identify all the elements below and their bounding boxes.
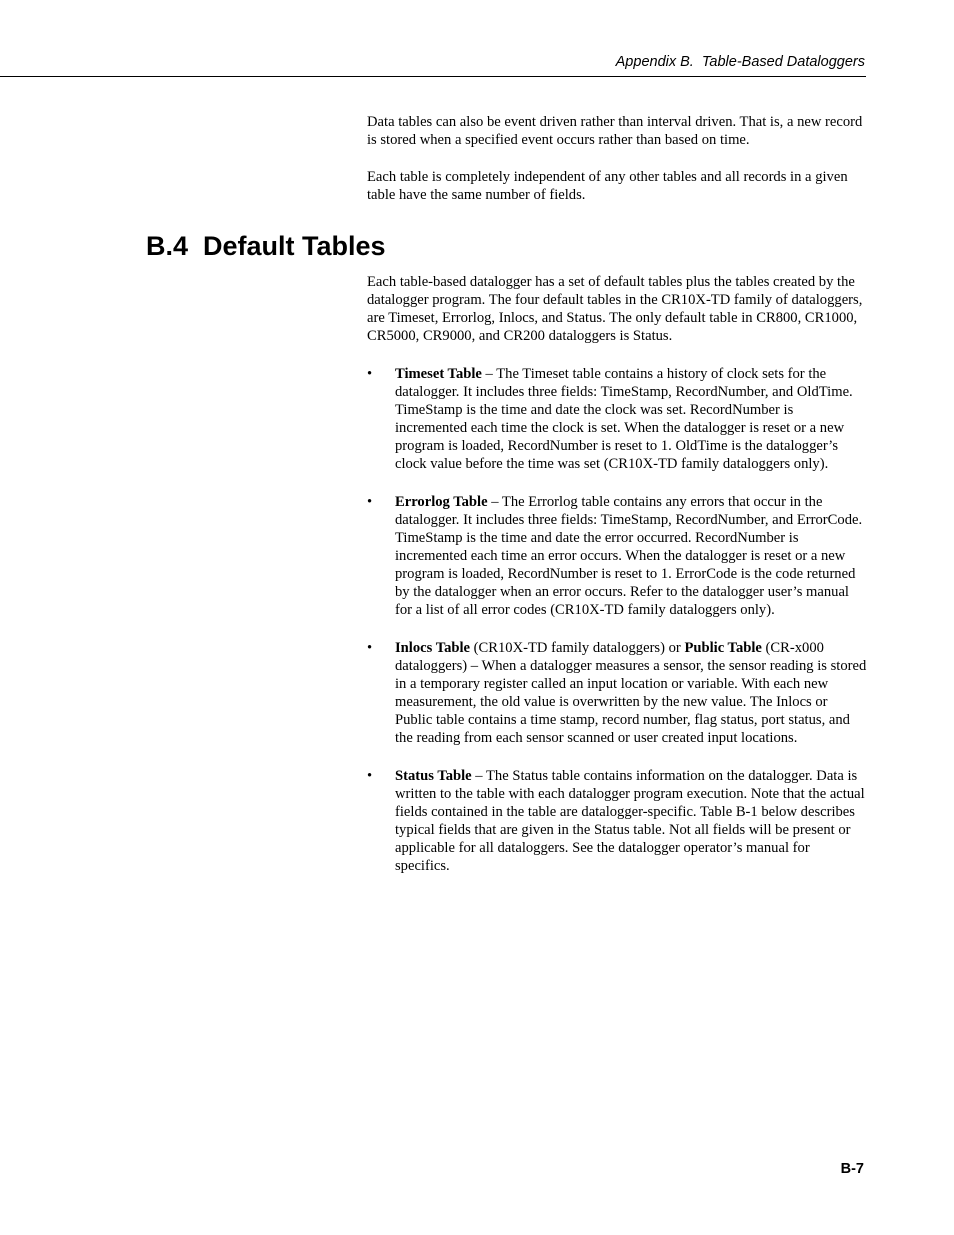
description-inlocs-public-table: (CR-x000 dataloggers) – When a datalogger measures a sensor, the sensor reading is stored in a temporary register called an input location or variable. With each new measurement, the old value is overwritten by the new value. The Inlocs or Public table contains a time stamp, record number, flag status, port status, and the reading from each sensor scanned or user created input locations. bbox=[395, 640, 867, 746]
header-rule bbox=[0, 76, 866, 77]
term-errorlog-table: Errorlog Table bbox=[395, 494, 488, 510]
bullet-icon: • bbox=[367, 640, 373, 656]
description-status-table: – The Status table contains information on the datalogger. Data is written to the table with each datalogger program execution. Note that the actual fields contained in the table are datalogger-specific. Table B-1 below describes typical fields that are given in the Status table. Not all fields will be present or applicable for all dataloggers. See the datalogger operator’s manual for specifics. bbox=[395, 768, 865, 874]
term-status-table: Status Table bbox=[395, 768, 472, 784]
description-errorlog-table: – The Errorlog table contains any errors that occur in the datalogger. It includes three fields: TimeStamp, RecordNumber, and ErrorCode. TimeStamp is the time and date the error occurred. RecordNumber is incremented each time an error occurs. When the datalogger is reset or a new program is loaded, RecordNumber is reset to 1. ErrorCode is the code returned by the datalogger when an error occurs. Refer to the datalogger user’s manual for a list of all error codes (CR10X-TD family dataloggers only). bbox=[395, 494, 863, 618]
list-item-inlocs bbox=[367, 639, 867, 747]
intro-paragraph-independent-tables: Each table is completely independent of any other tables and all records in a given table have the same number of fields. bbox=[367, 169, 848, 203]
running-header: Appendix B. Table-Based Dataloggers bbox=[615, 54, 865, 70]
description-timeset-table: – The Timeset table contains a history of clock sets for the datalogger. It includes three fields: TimeStamp, RecordNumber, and OldTime. TimeStamp is the time and date the clock was set. RecordNumber is incremented each time the clock is set. When the datalogger is reset or a new program is loaded, RecordNumber is reset to 1. OldTime is the datalogger’s clock value before the time was set (CR10X-TD family dataloggers only). bbox=[395, 366, 853, 472]
term-public-table: Public Table bbox=[684, 640, 762, 656]
section-paragraph: Each table-based datalogger has a set of default tables plus the tables created by the datalogger program. The four default tables in the CR10X-TD family of dataloggers, are Timeset, Errorlog, Inlocs, and Status. The only default table in CR800, CR1000, CR5000, CR9000, and CR200 dataloggers is Status. bbox=[367, 274, 863, 344]
list-item-status bbox=[367, 767, 867, 875]
page-number: B-7 bbox=[840, 1161, 864, 1177]
term-timeset-table: Timeset Table bbox=[395, 366, 482, 382]
section-heading: B.4 Default Tables bbox=[146, 231, 386, 261]
term-inlocs-table: Inlocs Table bbox=[395, 640, 471, 656]
bullet-icon: • bbox=[367, 366, 373, 382]
bullet-icon: • bbox=[367, 768, 373, 784]
default-tables-list bbox=[367, 365, 867, 895]
list-item-timeset bbox=[367, 365, 867, 473]
bullet-icon: • bbox=[367, 494, 373, 510]
list-item-errorlog bbox=[367, 493, 867, 619]
intro-paragraph-event-driven: Data tables can also be event driven rather than interval driven. That is, a new record is stored when a specified event occurs rather than based on time. bbox=[367, 114, 863, 148]
inlocs-family-note: (CR10X-TD family dataloggers) or bbox=[470, 640, 685, 656]
